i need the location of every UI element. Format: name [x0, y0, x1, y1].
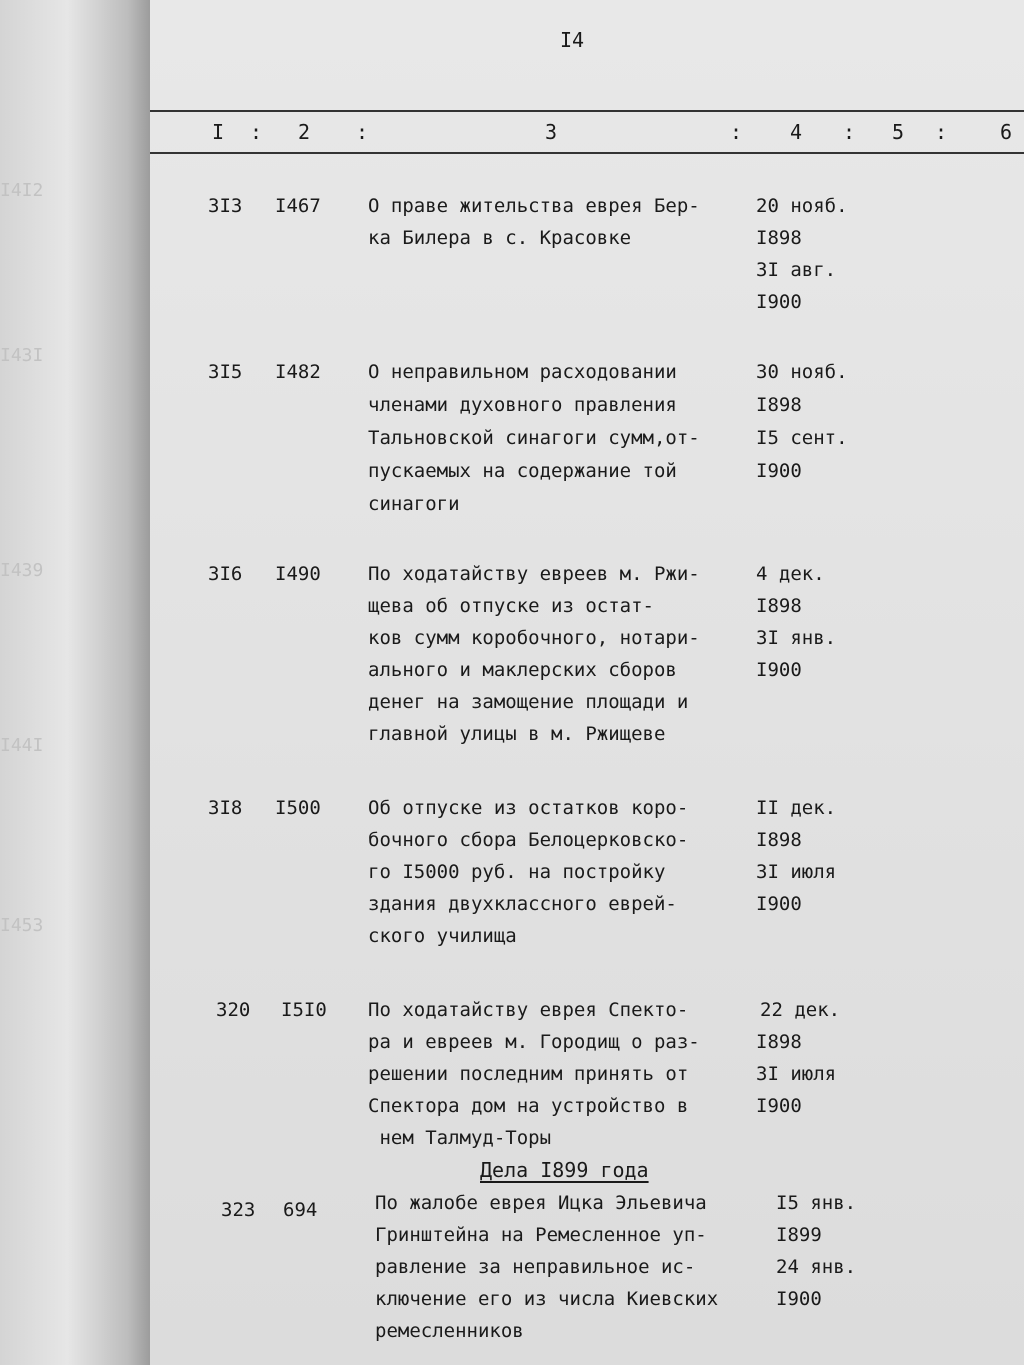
entry-date-line: II дек.	[756, 797, 837, 819]
bleed-through-mark: I453	[0, 915, 44, 936]
entry-document-number: I482	[275, 361, 321, 383]
entry-description-line: ремесленников	[375, 1320, 524, 1342]
column-separator: :	[935, 120, 948, 144]
entry-document-number: I5I0	[281, 999, 327, 1021]
section-title: Дела I899 года	[480, 1158, 649, 1182]
entry-description-line: главной улицы в м. Ржищеве	[368, 723, 666, 745]
entry-description-line: ков сумм коробочного, нотари-	[368, 627, 700, 649]
entry-description-line: ра и евреев м. Городищ о раз-	[368, 1031, 700, 1053]
entry-date-line: 4 дек.	[756, 563, 825, 585]
entry-date-line: I900	[756, 460, 802, 482]
entry-date-line: I899	[776, 1224, 822, 1246]
entry-description-line: ского училища	[368, 925, 517, 947]
entry-description-line: Гринштейна на Ремесленное уп-	[375, 1224, 707, 1246]
entry-description-line: Об отпуске из остатков коро-	[368, 797, 689, 819]
entry-description-line: По ходатайству евреев м. Ржи-	[368, 563, 700, 585]
bleed-through-mark: I439	[0, 560, 44, 581]
entry-description-line: По ходатайству еврея Спекто-	[368, 999, 689, 1021]
entry-description-line: ального и маклерских сборов	[368, 659, 677, 681]
entry-document-number: I467	[275, 195, 321, 217]
entry-description-line: членами духовного правления	[368, 394, 677, 416]
entry-description-line: Тальновской синагоги сумм,от-	[368, 427, 700, 449]
bleed-through-mark: I43I	[0, 345, 44, 366]
entry-description-line: По жалобе еврея Ицка Эльевича	[375, 1192, 707, 1214]
column-header-3: 3	[545, 120, 558, 144]
header-rule-top	[150, 110, 1024, 112]
bleed-through-mark: I44I	[0, 735, 44, 756]
entry-date-line: 3I июля	[756, 1063, 837, 1085]
column-header-4: 4	[790, 120, 803, 144]
entry-document-number: 694	[283, 1199, 318, 1221]
entry-description-line: щева об отпуске из остат-	[368, 595, 654, 617]
column-separator: :	[730, 120, 743, 144]
entry-number: 3I5	[208, 361, 243, 383]
entry-number: 3I6	[208, 563, 243, 585]
entry-description-line: бочного сбора Белоцерковско-	[368, 829, 689, 851]
entry-date-line: I898	[756, 1031, 802, 1053]
column-header-5: 5	[892, 120, 905, 144]
column-header-6: 6	[1000, 120, 1013, 144]
entry-date-line: I900	[756, 893, 802, 915]
book-binding-shadow	[0, 0, 150, 1365]
entry-date-line: I898	[756, 394, 802, 416]
column-separator: :	[250, 120, 263, 144]
entry-date-line: I5 сент.	[756, 427, 848, 449]
column-header-row	[0, 120, 1024, 148]
entry-description-line: пускаемых на содержание той	[368, 460, 677, 482]
entry-date-line: I898	[756, 227, 802, 249]
entry-description-line: решении последним принять от	[368, 1063, 689, 1085]
entry-number: 320	[216, 999, 251, 1021]
entry-date-line: 22 дек.	[760, 999, 841, 1021]
entry-number: 323	[221, 1199, 256, 1221]
entry-date-line: I900	[776, 1288, 822, 1310]
entry-date-line: 24 янв.	[776, 1256, 857, 1278]
column-separator: :	[843, 120, 856, 144]
entry-document-number: I490	[275, 563, 321, 585]
entry-date-line: 3I июля	[756, 861, 837, 883]
entry-description-line: нем Талмуд-Торы	[368, 1127, 552, 1149]
entry-date-line: I900	[756, 291, 802, 313]
entry-description-line: синагоги	[368, 493, 460, 515]
column-header-2: 2	[298, 120, 311, 144]
entry-date-line: I900	[756, 1095, 802, 1117]
entry-description-line: О неправильном расходовании	[368, 361, 677, 383]
bleed-through-mark: I4I2	[0, 180, 44, 201]
entry-description-line: ключение его из числа Киевских	[375, 1288, 719, 1310]
entry-date-line: I900	[756, 659, 802, 681]
page-number: I4	[560, 28, 585, 52]
entry-description-line: го I5000 руб. на постройку	[368, 861, 666, 883]
entry-description-line: денег на замощение площади и	[368, 691, 689, 713]
entry-description-line: Спектора дом на устройство в	[368, 1095, 689, 1117]
column-separator: :	[356, 120, 369, 144]
entry-date-line: 20 нояб.	[756, 195, 848, 217]
entry-date-line: 3I янв.	[756, 627, 837, 649]
header-rule-bottom	[150, 152, 1024, 154]
entry-description-line: ка Билера в с. Красовке	[368, 227, 632, 249]
entry-description-line: здания двухклассного еврей-	[368, 893, 677, 915]
column-header-1: I	[212, 120, 225, 144]
entry-description-line: О праве жительства еврея Бер-	[368, 195, 700, 217]
entry-date-line: I898	[756, 595, 802, 617]
entry-date-line: I898	[756, 829, 802, 851]
entry-description-line: равление за неправильное ис-	[375, 1256, 696, 1278]
entry-date-line: 30 нояб.	[756, 361, 848, 383]
entry-date-line: I5 янв.	[776, 1192, 857, 1214]
entry-date-line: 3I авг.	[756, 259, 837, 281]
entry-number: 3I3	[208, 195, 243, 217]
entry-document-number: I500	[275, 797, 321, 819]
entry-number: 3I8	[208, 797, 243, 819]
